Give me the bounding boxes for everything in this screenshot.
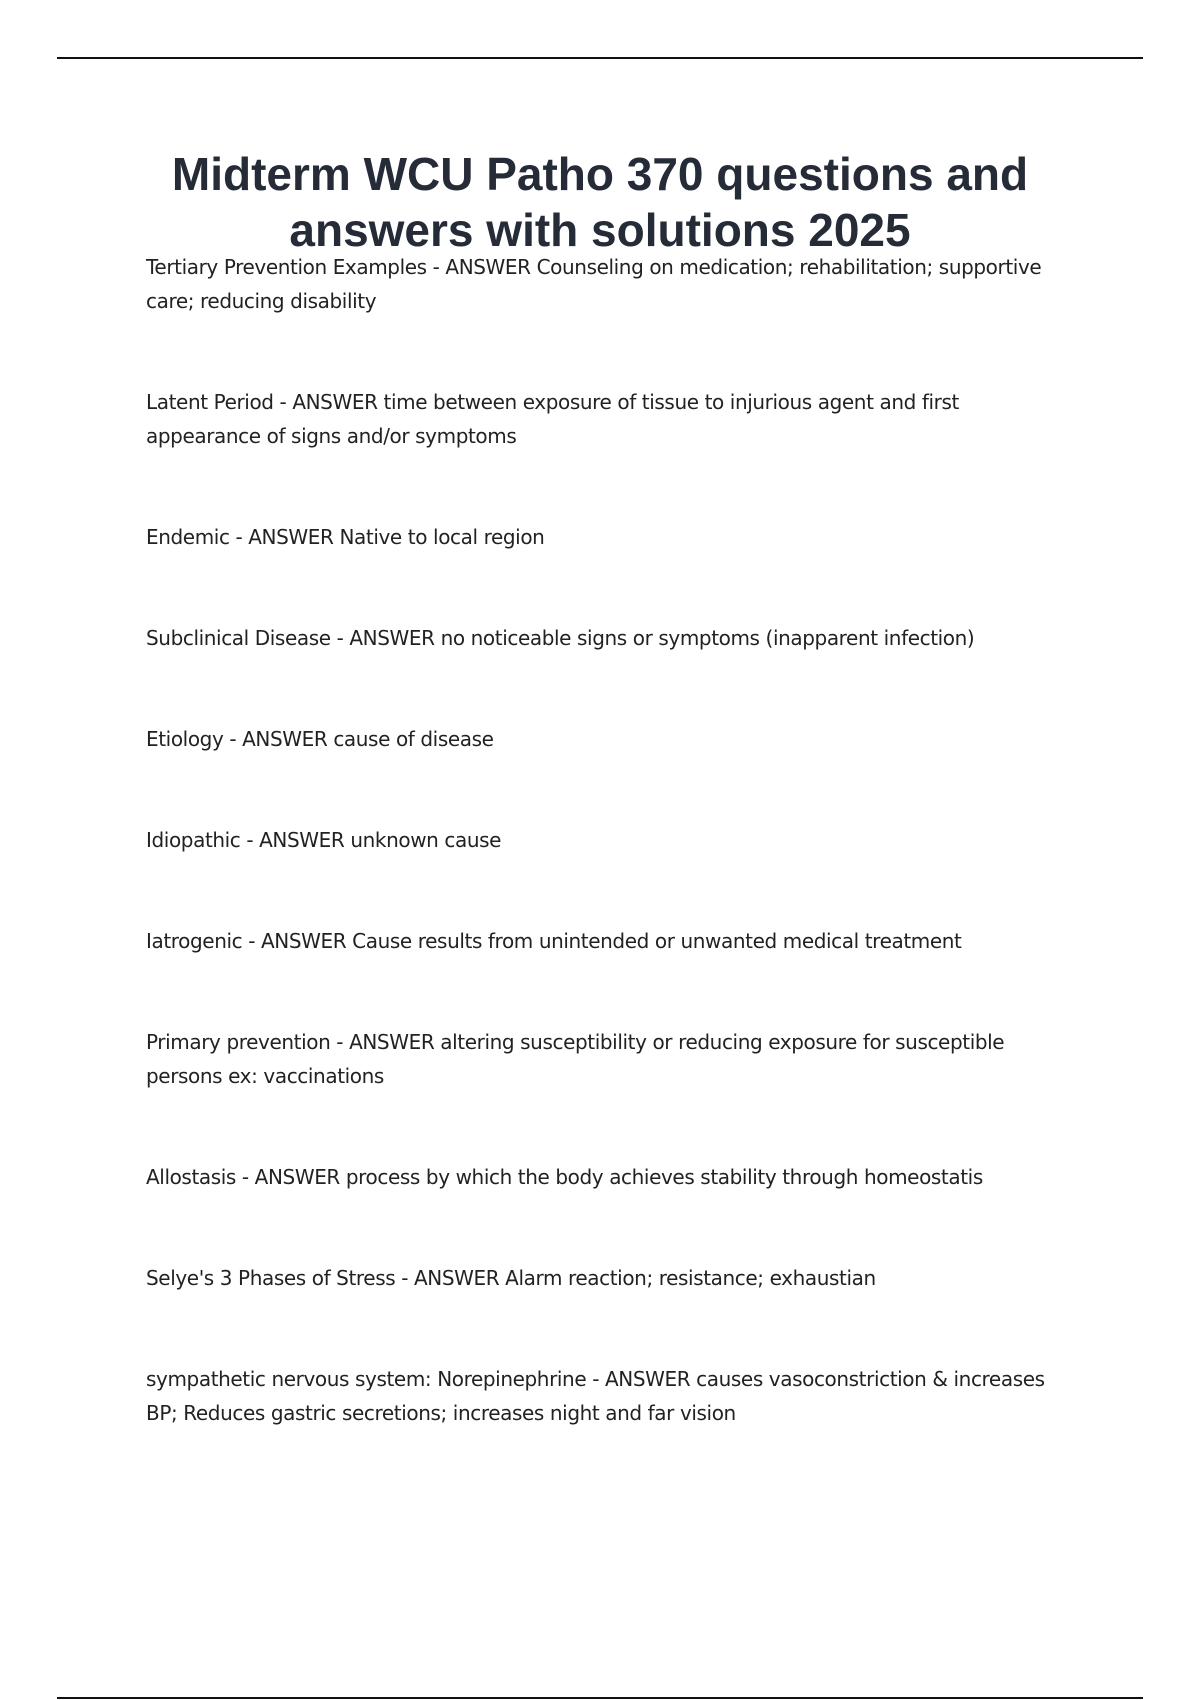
qa-item-selye-phases: Selye's 3 Phases of Stress - ANSWER Alarm reaction; resistance; exhaustian	[146, 1266, 876, 1290]
qa-item-iatrogenic: Iatrogenic - ANSWER Cause results from unintended or unwanted medical treatment	[146, 929, 962, 953]
top-rule	[57, 57, 1143, 59]
qa-item-endemic: Endemic - ANSWER Native to local region	[146, 525, 545, 549]
qa-item-tertiary-prevention: Tertiary Prevention Examples - ANSWER Counseling on medication; rehabilitation; supportive care; reducing disability	[146, 255, 1042, 313]
qa-item-idiopathic: Idiopathic - ANSWER unknown cause	[146, 828, 502, 852]
qa-item-sympathetic-nervous-system: sympathetic nervous system: Norepinephrine - ANSWER causes vasoconstriction & increases BP; Reduces gastric secretions; increases night and far vision	[146, 1367, 1045, 1425]
document-title: Midterm WCU Patho 370 questions and answers with solutions 2025	[171, 148, 1029, 256]
qa-item-latent-period: Latent Period - ANSWER time between exposure of tissue to injurious agent and first appearance of signs and/or symptoms	[146, 390, 959, 448]
qa-item-etiology: Etiology - ANSWER cause of disease	[146, 727, 494, 751]
qa-item-primary-prevention: Primary prevention - ANSWER altering susceptibility or reducing exposure for susceptible persons ex: vaccinations	[146, 1030, 1005, 1088]
qa-item-subclinical-disease: Subclinical Disease - ANSWER no noticeable signs or symptoms (inapparent infection)	[146, 626, 975, 650]
qa-list	[146, 250, 1076, 1497]
qa-item-allostasis: Allostasis - ANSWER process by which the body achieves stability through homeostatis	[146, 1165, 983, 1189]
bottom-rule	[57, 1697, 1143, 1699]
